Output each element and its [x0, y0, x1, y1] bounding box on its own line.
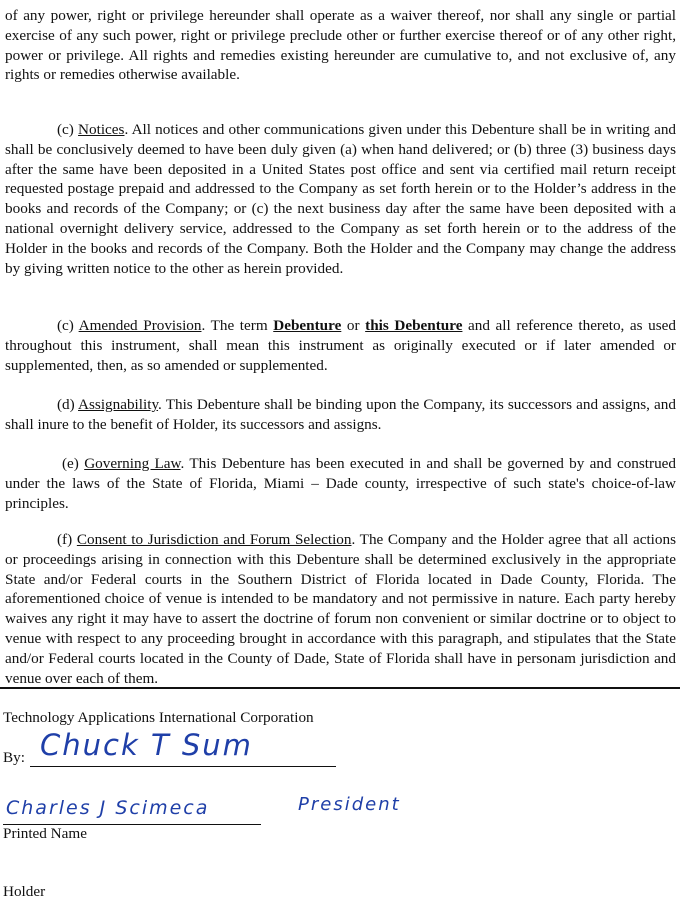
paragraph-governing-law: (e) Governing Law. This Debenture has been executed in and shall be governed by and construed under the laws of the State of Florida, Miami – Dade county, irrespective of such state's choice-of-law principles. — [5, 455, 676, 512]
paragraph-jurisdiction: (f) Consent to Jurisdiction and Forum Selection. The Company and the Holder agree that all actions or proceedings arising in connection with this Debenture shall be determined exclusively in the appropriate State and/or Federal courts in the Southern District of Florida located in Dade County, Florida. The aforementioned choice of venue is intended to be mandatory and not permissive in nature. Each party hereby waives any right it may have to assert the doctrine of forum non convenient or similar doctrine or to object to venue with respect to any proceeding brought in accordance with this paragraph, and stipulates that the State and/or Federal courts located in the County of Dade, State of Florida shall have in personam jurisdiction and venue over each of them. — [5, 531, 677, 687]
paragraph-notices: (c) Notices. All notices and other communications given under this Debenture shall be in writing and shall be conclusively deemed to have been duly given (a) when hand delivered; or (b) three (3) business days after the same have been deposited in a United States post office and sent via certified mail return receipt requested postage prepaid and addressed to the Company as set forth herein or to the Holder’s address in the books and records of the Company; or (c) the next business day after the same have been deposited with a national overnight delivery service, addressed to the Company as set forth herein or to the address of the Holder in the books and records of the Company. Both the Holder and the Company may change the address by giving written notice to the other as herein provided. — [5, 121, 677, 277]
horizontal-rule — [0, 687, 680, 689]
handwritten-signature: Chuck T Sum — [40, 728, 253, 762]
section-title: Governing Law — [84, 455, 181, 472]
defined-term: Debenture — [273, 317, 342, 334]
section-label: (d) — [57, 396, 75, 413]
paragraph-amended-provision: (c) Amended Provision. The term Debenture or this Debenture and all reference thereto, as used throughout this instrument, shall mean this instrument as originally executed or if later amended or supplemented, then, as so amended or supplemented. — [5, 317, 677, 374]
section-title: Assignability — [78, 396, 159, 413]
section-title: Consent to Jurisdiction and Forum Selection — [76, 531, 352, 548]
paragraph-assignability: (d) Assignability. This Debenture shall be binding upon the Company, its successors and assigns, and shall inure to the benefit of Holder, its successors and assigns. — [5, 396, 676, 433]
paragraph-waiver: of any power, right or privilege hereunder shall operate as a waiver thereof, nor shall any single or partial exercise of any such power, right or privilege preclude other or further exercise thereof or of any other right, power or privilege. All rights and remedies existing hereunder are cumulative to, and not exclusive of, any rights or remedies otherwise available. — [5, 7, 676, 84]
section-title: Notices — [78, 121, 125, 138]
section-title: Amended Provision — [78, 317, 202, 334]
section-label: (e) — [62, 455, 79, 472]
company-name: Technology Applications International Corporation — [3, 709, 314, 726]
printed-name-label: Printed Name — [3, 825, 87, 842]
section-label: (c) — [57, 317, 74, 334]
signature-line — [30, 766, 336, 767]
section-label: (f) — [57, 531, 73, 548]
section-label: (c) — [57, 121, 74, 138]
handwritten-title: President — [298, 794, 401, 815]
holder-label: Holder — [3, 883, 46, 900]
handwritten-printed-name: Charles J Scimeca — [6, 797, 210, 819]
by-label: By: — [3, 749, 25, 766]
defined-term: this Debenture — [365, 317, 463, 334]
